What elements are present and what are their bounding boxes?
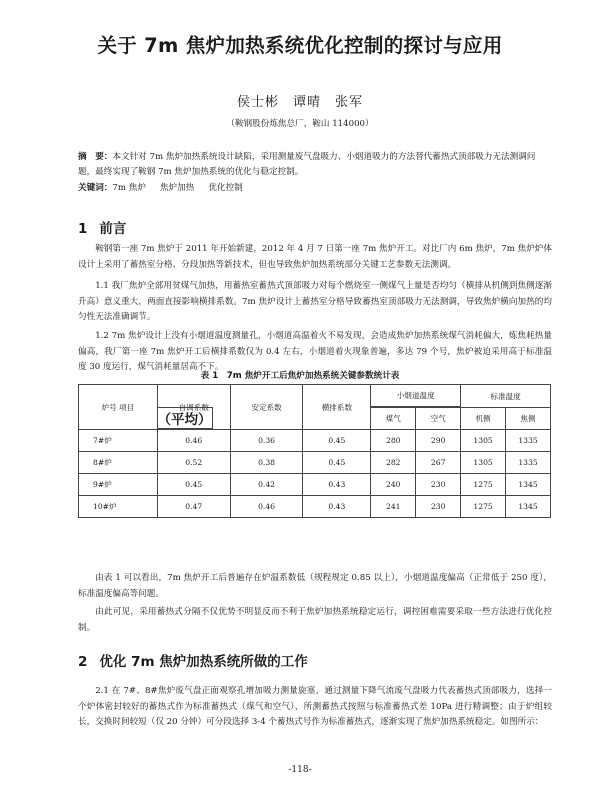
cell-machine: 1335: [506, 430, 551, 452]
paragraph: 1.2 7m 焦炉设计上没有小烟道温度测量孔，小烟道高温着火不易发现，会造成焦炉加热系统煤气消耗偏大，炼焦耗热量偏高，我厂第一座 7m 焦炉开工后横排系数仅为 0.4 左右，小烟道着火现象普遍，多达 79 个号，焦炉被迫采用高于标准温度 30 度运行，煤气消耗量居高不下。: [78, 331, 552, 373]
cell-row: 0.43: [303, 496, 371, 518]
cell-stove: 9#炉: [79, 474, 158, 496]
section-1-heading: [78, 217, 126, 237]
keyword: 焦炉加热: [159, 183, 195, 193]
cell-stove: 8#炉: [79, 452, 158, 474]
cell-stove: 7#炉: [79, 430, 158, 452]
table-row: [79, 452, 551, 474]
header-flue-unit: （平均）: [157, 408, 212, 429]
abstract-label: 摘 要：: [78, 152, 113, 162]
cell-self: 0.47: [157, 496, 230, 518]
abstract: [78, 150, 550, 180]
keyword: 优化控制: [208, 183, 243, 193]
table-row: [79, 474, 551, 496]
section-2-heading: [78, 650, 308, 670]
cell-self: 0.46: [157, 430, 230, 452]
keywords: [78, 181, 257, 193]
section-title: 前言: [99, 221, 127, 237]
section-number: 2: [78, 654, 88, 670]
cell-air: 230: [416, 474, 461, 496]
cell-machine: 1345: [506, 474, 551, 496]
cell-safe: 0.42: [230, 474, 303, 496]
cell-safe: 0.46: [230, 496, 303, 518]
header-row-coefficient: 横排系数: [303, 385, 371, 430]
cell-safe: 0.38: [230, 452, 303, 474]
cell-gas: 241: [371, 496, 416, 518]
header-gas: 煤气: [371, 408, 416, 430]
cell-self: 0.45: [157, 474, 230, 496]
cell-coke: 1275: [461, 474, 506, 496]
keyword: 7m 焦炉: [112, 183, 146, 193]
header-air: 空气: [416, 408, 461, 430]
affiliation: （鞍钢股份炼焦总厂，鞍山 114000）: [226, 119, 374, 129]
cell-safe: 0.36: [230, 430, 303, 452]
section-title: 优化 7m 焦炉加热系统所做的工作: [99, 654, 308, 670]
cell-self: 0.52: [157, 452, 230, 474]
section-number: 1: [78, 221, 88, 237]
header-self-coefficient: 自调系数: [157, 385, 230, 430]
cell-air: 290: [416, 430, 461, 452]
authors: 侯士彬 谭晴 张军: [236, 95, 363, 110]
header-flue-temperature: 小烟道温度: [371, 385, 461, 407]
paragraph: 鞍钢第一座 7m 焦炉于 2011 年开始新建，2012 年 4 月 7 日第一座 7m 焦炉开工。对比厂内 6m 焦炉，7m 焦炉炉体设计上采用了蓄热室分格、分段加热等新技术，但也导致焦炉加热系统部分关键工艺参数无法测调。: [78, 244, 552, 270]
cell-air: 230: [416, 496, 461, 518]
parameter-table: [78, 384, 551, 518]
cell-coke: 1305: [461, 452, 506, 474]
cell-gas: 240: [371, 474, 416, 496]
table-row: [79, 430, 551, 452]
cell-row: 0.43: [303, 474, 371, 496]
cell-row: 0.45: [303, 452, 371, 474]
abstract-text: 本文针对 7m 焦炉加热系统设计缺陷，采用测量废气盘吸力、小烟道吸力的方法替代蓄热式顶部吸力无法测调问题，最终实现了鞍钢 7m 焦炉加热系统的优化与稳定控制。: [78, 152, 536, 177]
paragraph: 由此可见，采用蓄热式分隔不仅优势不明显反而不利于焦炉加热系统稳定运行，调控困难需要采取一些方法进行优化控制。: [78, 607, 552, 633]
paragraph: 2.1 在 7#、8#焦炉废气盘正面观察孔增加吸力测量旋塞，通过测量下降气流废气盘吸力代表蓄热式顶部吸力，选择一个炉体密封较好的蓄热式作为标准蓄热式（煤气和空气），所测蓄热式按照与标准蓄热式差 10Pa 进行精调整；由于炉组较长，交换时间较短（仅 20 分钟）可分段选择 3-4 个蓄热式号作为标准蓄热式，逐渐实现了焦炉加热系统稳定。如图所示：: [78, 686, 552, 728]
cell-gas: 282: [371, 452, 416, 474]
header-standard-temperature: 标准温度: [461, 385, 551, 408]
keywords-label: 关键词：: [78, 183, 113, 193]
header-machine-side: 焦侧: [506, 408, 551, 430]
cell-row: 0.45: [303, 430, 371, 452]
table-row: [79, 496, 551, 518]
cell-machine: 1335: [506, 452, 551, 474]
cell-stove: 10#炉: [79, 496, 158, 518]
paragraph: 由表 1 可以看出，7m 焦炉开工后普遍存在炉温系数低（规程规定 0.85 以上），小烟道温度偏高（正常低于 250 度），标准温度偏高等问题。: [78, 573, 552, 599]
paragraph: 1.1 我厂焦炉全部用贫煤气加热，用蓄热室蓄热式顶部吸力对每个燃烧室一侧煤气上量是否均匀（横排从机侧到焦侧逐渐升高）意义重大，两面直接影响横排系数。7m 焦炉设计上蓄热室分格导致蓄热室顶部吸力无法测调，导致焦炉横向加热的均匀性无法准确调节。: [78, 281, 552, 323]
cell-machine: 1345: [506, 496, 551, 518]
page-number: -118-: [288, 765, 312, 775]
cell-air: 267: [416, 452, 461, 474]
header-coke-side: 机侧: [461, 408, 506, 430]
header-stove: 炉号 项目: [79, 385, 158, 430]
header-safety-coefficient: 安定系数: [230, 385, 303, 430]
cell-coke: 1275: [461, 496, 506, 518]
cell-gas: 280: [371, 430, 416, 452]
cell-coke: 1305: [461, 430, 506, 452]
table-title: 表 1 7m 焦炉开工后焦炉加热系统关键参数统计表: [200, 371, 400, 381]
paper-title: 关于 7m 焦炉加热系统优化控制的探讨与应用: [97, 34, 503, 57]
